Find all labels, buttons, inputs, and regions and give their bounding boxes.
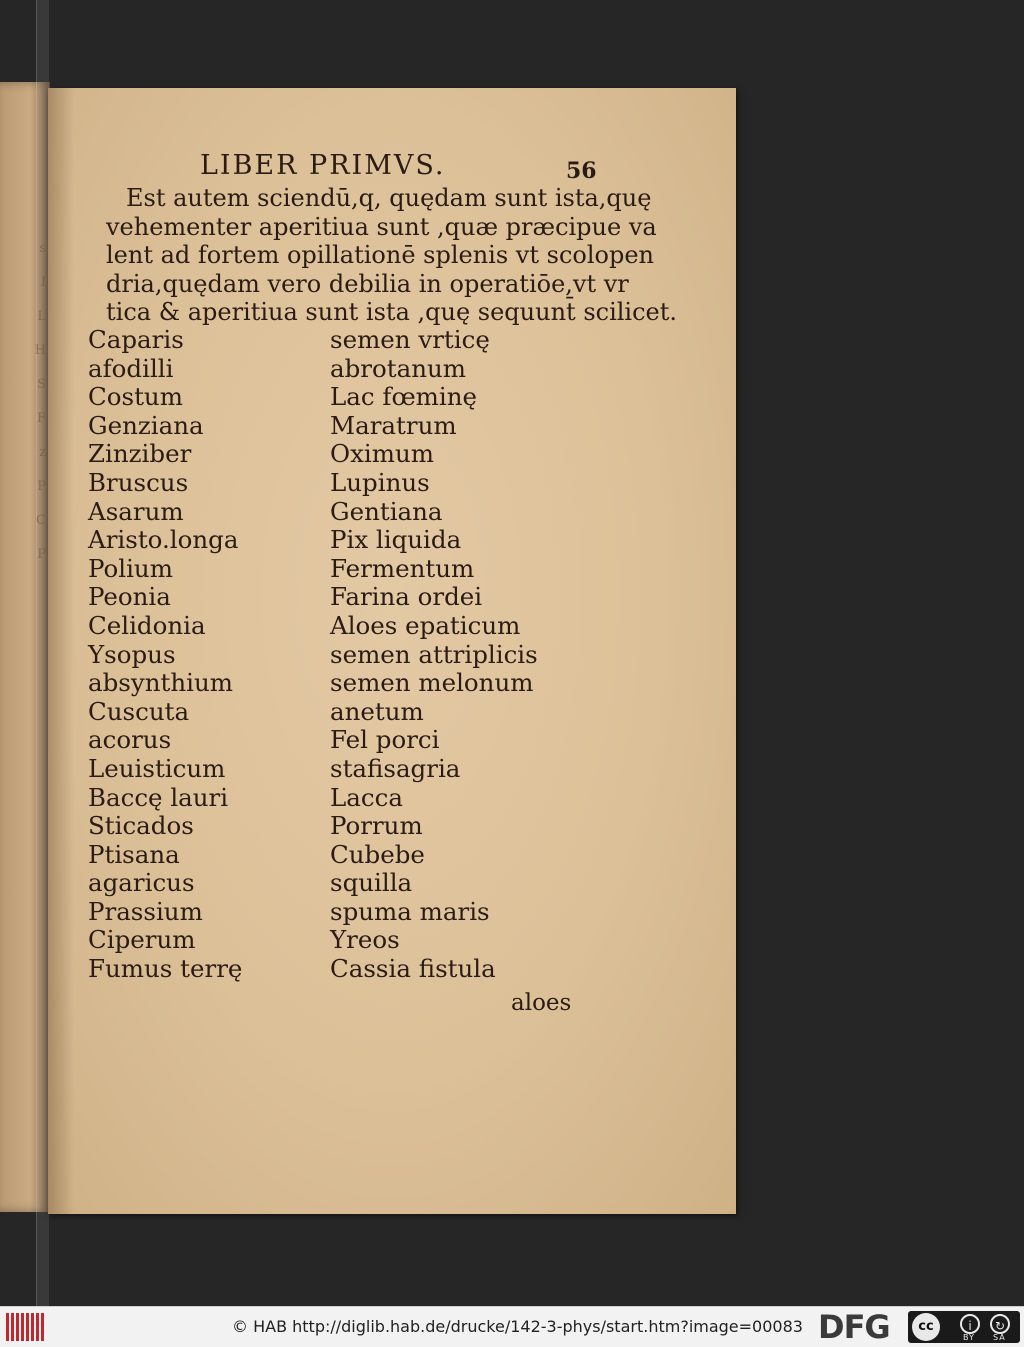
dfg-logo: DFG [818, 1308, 890, 1346]
license-sa-label: SA [993, 1333, 1006, 1342]
license-by-label: BY [963, 1333, 975, 1342]
ingredient-item: spuma maris [330, 896, 490, 926]
ingredient-item: Costum [88, 382, 183, 412]
ingredient-item: Porrum [330, 811, 423, 841]
viewer-footer [0, 1306, 1024, 1347]
ingredient-item: Cubebe [330, 839, 425, 869]
ingredient-item: Lacca [330, 782, 403, 812]
ingredient-item: Prassium [88, 896, 203, 926]
ingredient-item: Sticados [88, 811, 194, 841]
ingredient-item: semen attriplicis [330, 639, 538, 669]
ingredient-item: Farina ordei [330, 582, 483, 612]
ingredient-item: Bruscus [88, 467, 189, 497]
ingredient-item: semen melonum [330, 668, 534, 698]
ingredient-item: Ysopus [88, 639, 176, 669]
ingredient-item: Zinziber [88, 439, 192, 469]
source-credit-link[interactable]: © HAB http://diglib.hab.de/drucke/142-3-phys/start.htm?image=00083 [232, 1317, 803, 1336]
ingredient-item: Oximum [330, 439, 434, 469]
paragraph-line: lent ad fortem opillationē splenis vt scolopen [106, 241, 654, 269]
paragraph-line: tica & aperitiua sunt ista ,quę sequunt̄ scilicet. [106, 298, 678, 326]
ingredient-item: Aristo.longa [88, 525, 239, 555]
ingredient-item: afodilli [88, 353, 174, 383]
folio-number: 56 [566, 158, 597, 184]
ingredient-item: Aloes epaticum [330, 610, 521, 640]
cc-icon: cc [912, 1313, 940, 1341]
barcode-logo-icon [6, 1313, 46, 1341]
ingredient-item: Lupinus [330, 467, 430, 497]
catchword: aloes [511, 990, 572, 1016]
ingredient-item: semen vrticę [330, 325, 490, 354]
ingredient-item: Fel porci [330, 725, 440, 755]
ingredient-item: squilla [330, 868, 413, 898]
ingredient-item: Cuscuta [88, 696, 190, 726]
ingredient-item: Caparis [88, 325, 184, 354]
ingredient-item: Baccę lauri [88, 782, 229, 812]
running-header: LIBER PRIMVS. [200, 150, 446, 181]
ingredient-item: Leuisticum [88, 753, 226, 783]
ingredient-item: Fumus terrę [88, 954, 243, 984]
attribution-icon: i [960, 1314, 980, 1334]
paragraph-line: dria,quędam vero debilia in operatiōe,vt vr [106, 269, 629, 298]
ingredient-item: Peonia [88, 582, 171, 612]
ingredient-item: Lac fœminę [330, 382, 478, 412]
left-page-margin-marks: s I L H S F z P C P [34, 241, 46, 562]
page-text-block [48, 88, 736, 1214]
ingredient-item: absynthium [88, 668, 233, 698]
ingredient-item: Maratrum [330, 410, 457, 440]
ingredient-item: Fermentum [330, 553, 475, 583]
ingredient-item: agaricus [88, 868, 195, 898]
left-ingredient-column [88, 326, 242, 984]
cc-license-badge[interactable] [908, 1311, 1020, 1343]
ingredient-item: abrotanum [330, 353, 466, 383]
ingredient-item: Asarum [88, 496, 184, 526]
ingredient-item: Celidonia [88, 610, 206, 640]
paragraph-line: Est autem sciendū,q, quędam sunt ista,quę [126, 184, 652, 212]
ingredient-item: Gentiana [330, 496, 443, 526]
paragraph-line: vehementer aperitiua sunt ,quæ præcipue va [106, 212, 657, 241]
book-page [48, 88, 736, 1214]
ingredient-item: Cassia fistula [330, 954, 496, 984]
ingredient-item: Yreos [330, 925, 400, 955]
ingredient-item: anetum [330, 696, 424, 726]
ingredient-item: stafisagria [330, 753, 461, 783]
ingredient-item: acorus [88, 725, 172, 755]
ingredient-item: Polium [88, 553, 173, 583]
ingredient-item: Pix liquida [330, 525, 462, 555]
intro-paragraph [106, 184, 678, 327]
ingredient-item: Ptisana [88, 839, 180, 869]
share-alike-icon: ↻ [990, 1314, 1010, 1334]
ingredient-item: Genziana [88, 410, 204, 440]
right-ingredient-column [330, 326, 538, 984]
ingredient-item: Ciperum [88, 925, 196, 955]
